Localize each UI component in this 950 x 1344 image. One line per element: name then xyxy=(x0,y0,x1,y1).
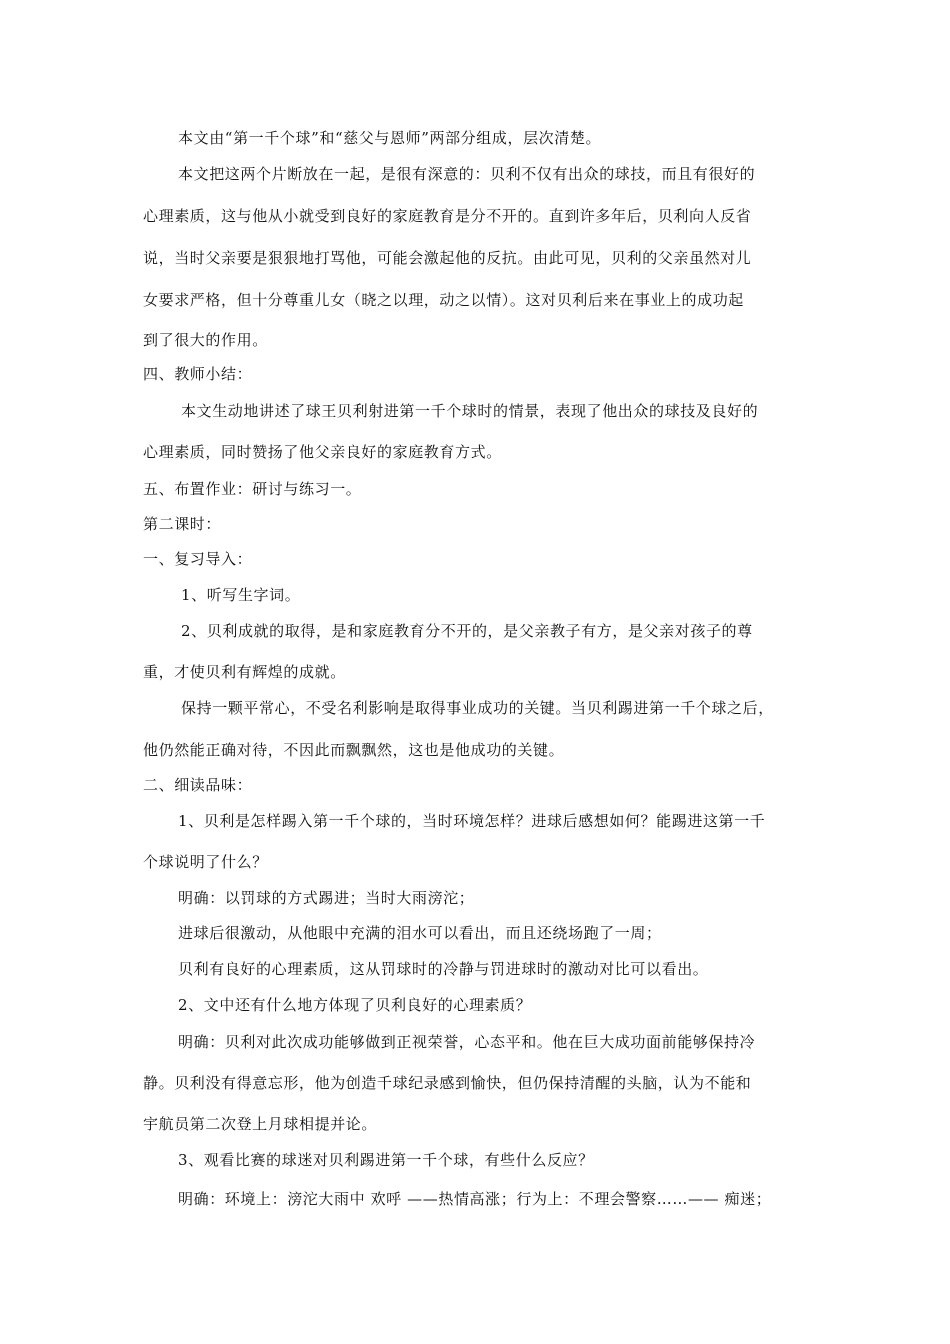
paragraph-line: 明确：环境上：滂沱大雨中 欢呼 ——热情高涨；行为上：不理会警察……—— 痴迷； xyxy=(178,1190,772,1208)
paragraph-line: 重，才使贝利有辉煌的成就。 xyxy=(143,663,346,681)
paragraph-line: 到了很大的作用。 xyxy=(143,331,268,349)
paragraph-line: 本文把这两个片断放在一起，是很有深意的：贝利不仅有出众的球技，而且有很好的 xyxy=(178,165,756,183)
paragraph-line: 明确：贝利对此次成功能够做到正视荣誉，心态平和。他在巨大成功面前能够保持冷 xyxy=(178,1033,756,1051)
paragraph-line: 个球说明了什么？ xyxy=(143,853,268,871)
list-item: 3、观看比赛的球迷对贝利踢进第一千个球，有些什么反应？ xyxy=(178,1151,594,1169)
paragraph-line: 静。贝利没有得意忘形，他为创造千球纪录感到愉快，但仍保持清醒的头脑，认为不能和 xyxy=(143,1074,752,1092)
list-item: 1、贝利是怎样踢入第一千个球的，当时环境怎样？进球后感想如何？能踢进这第一千 xyxy=(178,812,766,830)
section-heading: 第二课时： xyxy=(143,515,222,533)
paragraph-line: 明确：以罚球的方式踢进；当时大雨滂沱； xyxy=(178,889,475,907)
section-heading: 一、复习导入： xyxy=(143,550,253,568)
paragraph-line: 进球后很激动，从他眼中充满的泪水可以看出，而且还绕场跑了一周； xyxy=(178,924,662,942)
list-item: 1、听写生字词。 xyxy=(181,586,301,604)
paragraph-line: 他仍然能正确对待，不因此而飘飘然，这也是他成功的关键。 xyxy=(143,741,565,759)
paragraph-line: 心理素质，同时赞扬了他父亲良好的家庭教育方式。 xyxy=(143,443,502,461)
paragraph-line: 本文由“第一千个球”和“慈父与恩师”两部分组成，层次清楚。 xyxy=(178,129,602,147)
list-item: 2、文中还有什么地方体现了贝利良好的心理素质？ xyxy=(178,996,532,1014)
section-heading: 四、教师小结： xyxy=(143,365,253,383)
paragraph-line: 心理素质，这与他从小就受到良好的家庭教育是分不开的。直到许多年后，贝利向人反省 xyxy=(143,207,752,225)
paragraph-line: 宇航员第二次登上月球相提并论。 xyxy=(143,1115,378,1133)
paragraph-line: 保持一颗平常心，不受名利影响是取得事业成功的关键。当贝利踢进第一千个球之后， xyxy=(181,699,774,717)
section-heading: 五、布置作业：研讨与练习一。 xyxy=(143,480,362,498)
section-heading: 二、细读品味： xyxy=(143,776,253,794)
paragraph-line: 女要求严格，但十分尊重儿女（晓之以理，动之以情）。这对贝利后来在事业上的成功起 xyxy=(143,291,744,309)
paragraph-line: 贝利有良好的心理素质，这从罚球时的冷静与罚进球时的激动对比可以看出。 xyxy=(178,960,709,978)
paragraph-line: 说，当时父亲要是狠狠地打骂他，可能会激起他的反抗。由此可见，贝利的父亲虽然对儿 xyxy=(143,249,752,267)
list-item: 2、贝利成就的取得，是和家庭教育分不开的，是父亲教子有方，是父亲对孩子的尊 xyxy=(181,622,753,640)
paragraph-line: 本文生动地讲述了球王贝利射进第一千个球时的情景，表现了他出众的球技及良好的 xyxy=(181,402,759,420)
